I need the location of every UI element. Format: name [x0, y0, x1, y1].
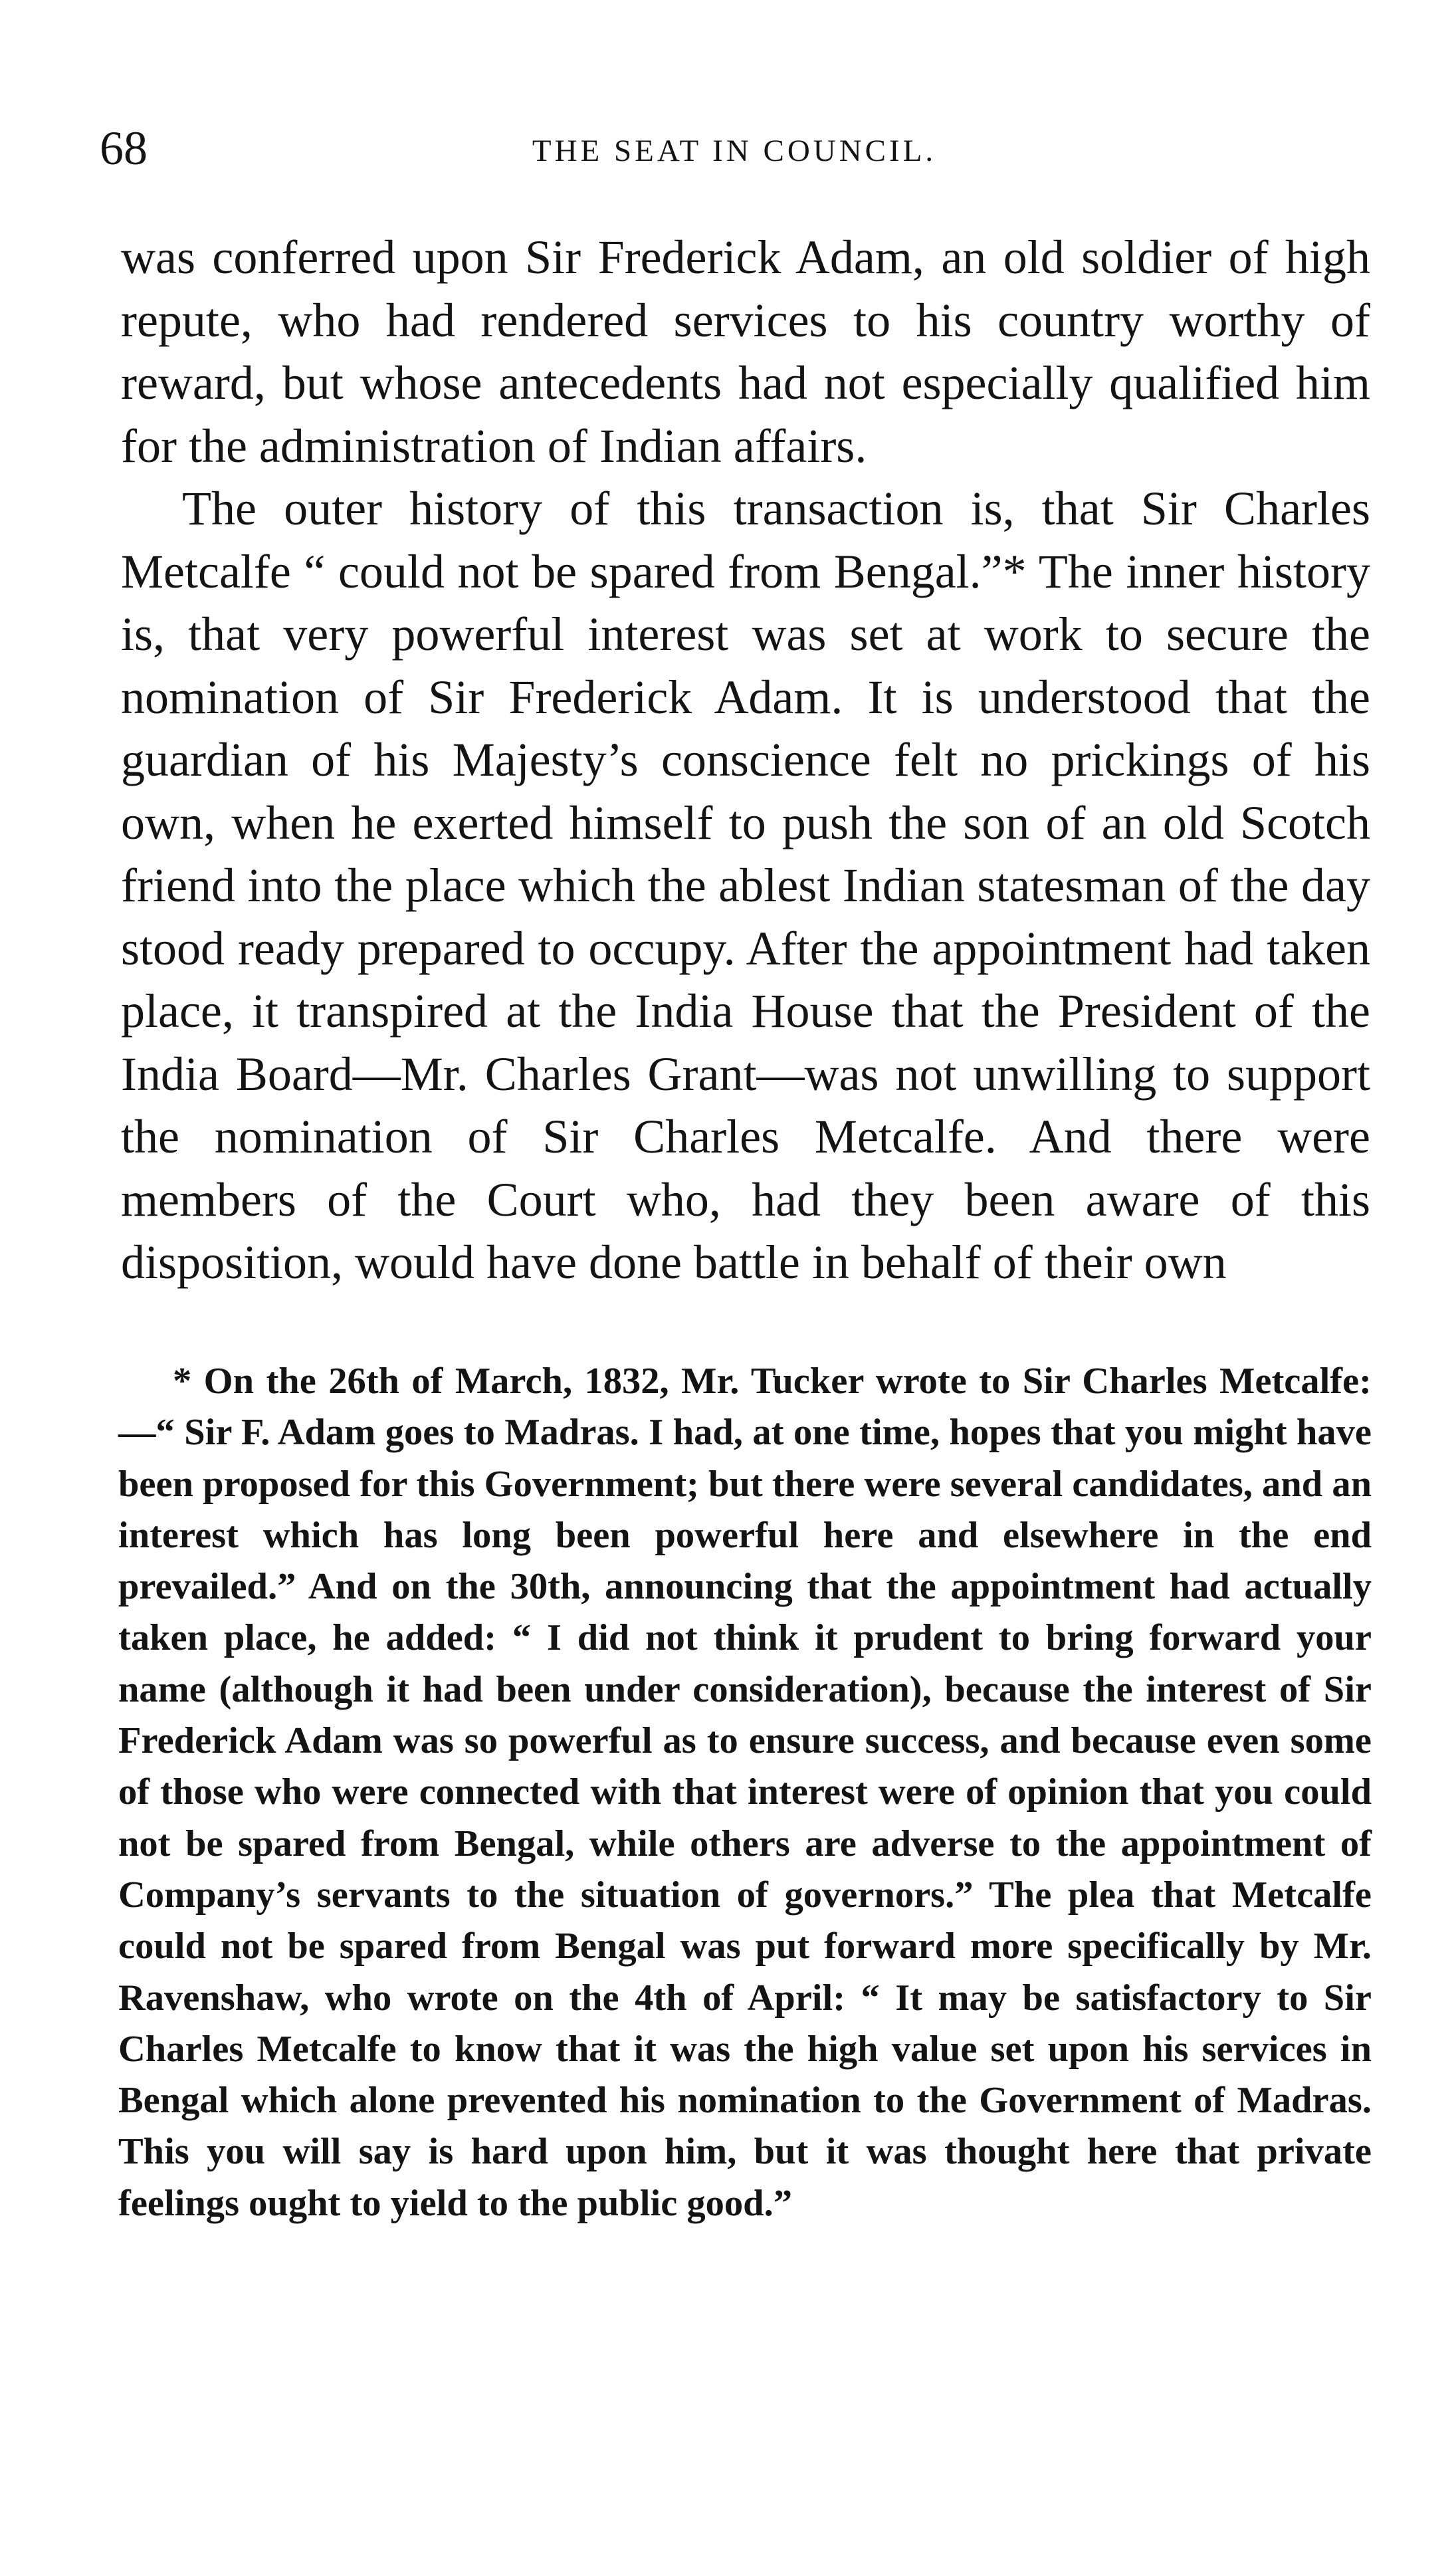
page-number: 68	[100, 122, 148, 175]
footnote	[118, 1356, 1372, 2229]
paragraph: The outer history of this transaction is, that Sir Charles Metcalfe “ could not be spared from Bengal.”* The inner history is, that very powerful interest was set at work to secure the nomination of Sir Frederick Adam. It is understood that the guardian of his Majesty’s conscience felt no prickings of his own, when he exerted himself to push the son of an old Scotch friend into the place which the ablest Indian statesman of the day stood ready prepared to occupy. After the appointment had taken place, it transpired at the India House that the President of the India Board—Mr. Charles Grant—was not unwilling to support the nomination of Sir Charles Metcalfe. And there were members of the Court who, had they been aware of this disposition, would have done battle in behalf of their own	[121, 482, 1370, 1289]
main-text	[121, 226, 1370, 1294]
footnote-text: * On the 26th of March, 1832, Mr. Tucker wrote to Sir Charles Metcalfe:—“ Sir F. Adam goes to Madras. I had, at one time, hopes that you might have been proposed for this Government; but there were several candidates, and an interest which has long been powerful here and elsewhere in the end prevailed.” And on the 30th, announcing that the appointment had actually taken place, he added: “ I did not think it prudent to bring forward your name (although it had been under consideration), because the interest of Sir Frederick Adam was so powerful as to ensure success, and because even some of those who were connected with that interest were of opinion that you could not be spared from Bengal, while others are adverse to the appointment of Company’s servants to the situation of governors.” The plea that Metcalfe could not be spared from Bengal was put forward more specifically by Mr. Ravenshaw, who wrote on the 4th of April: “ It may be satisfactory to Sir Charles Metcalfe to know that it was the high value set upon his services in Bengal which alone prevented his nomination to the Government of Madras. This you will say is hard upon him, but it was thought here that private feelings ought to yield to the public good.”	[118, 1361, 1372, 2224]
running-head	[100, 116, 1369, 176]
paragraph-continued: was conferred upon Sir Frederick Adam, an old soldier of high repute, who had rendered services to his country worthy of reward, but whose antecedents had not especially qualified him for the administration of Indian affairs.	[121, 231, 1370, 473]
running-title: THE SEAT IN COUNCIL.	[532, 134, 937, 168]
